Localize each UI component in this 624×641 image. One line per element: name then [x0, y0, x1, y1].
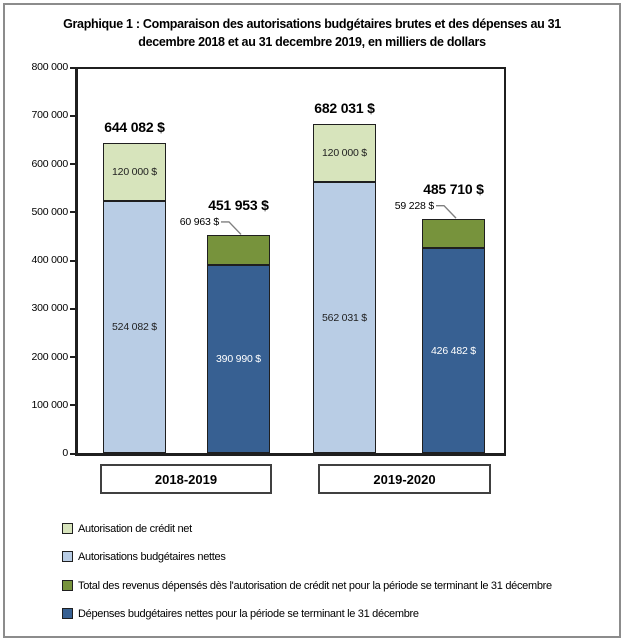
y-axis-tick: [70, 404, 75, 406]
y-axis-label: 300 000: [31, 302, 68, 315]
segment-callout-label: 60 963 $: [179, 215, 219, 228]
y-axis-label: 800 000: [31, 61, 68, 73]
bar-segment: [422, 219, 485, 248]
y-axis-label: 200 000: [31, 350, 68, 363]
bar-total-label: 485 710 $: [423, 181, 484, 198]
legend-label: Dépenses budgétaires nettes pour la période se terminant le 31 décembre: [78, 607, 419, 620]
legend-item: [62, 549, 226, 564]
segment-value-label: 524 082 $: [112, 321, 157, 334]
y-axis-tick: [70, 163, 75, 165]
y-axis-label: 0: [62, 447, 68, 459]
y-axis-tick: [70, 115, 75, 117]
segment-value-label: 426 482 $: [431, 344, 476, 357]
y-axis-tick: [70, 308, 75, 310]
category-label-box: 2019-2020: [318, 464, 491, 494]
legend-label: Total des revenus dépensés dès l'autorisation de crédit net pour la période se terminant le 31 décembre: [78, 579, 552, 592]
y-axis-tick: [70, 356, 75, 358]
y-axis-tick: [70, 67, 75, 69]
bar-total-label: 682 031 $: [314, 100, 375, 117]
legend-swatch-icon: [62, 608, 73, 619]
category-label-box: 2018-2019: [100, 464, 272, 494]
y-axis-label: 400 000: [31, 254, 68, 266]
y-axis-tick: [70, 211, 75, 213]
legend-swatch-icon: [62, 523, 73, 534]
legend-swatch-icon: [62, 580, 73, 591]
segment-value-label: 120 000 $: [112, 165, 157, 178]
chart-title-line2: decembre 2018 et au 31 decembre 2019, en milliers de dollars: [138, 35, 486, 49]
legend-label: Autorisation de crédit net: [78, 522, 192, 535]
y-axis-label: 500 000: [31, 205, 68, 218]
y-axis-tick: [70, 260, 75, 262]
segment-callout-label: 59 228 $: [394, 199, 434, 212]
legend-item: [62, 578, 552, 593]
y-axis-label: 700 000: [31, 109, 68, 122]
bar-total-label: 451 953 $: [208, 197, 269, 214]
bar-segment: [207, 235, 270, 264]
legend-swatch-icon: [62, 551, 73, 562]
segment-value-label: 390 990 $: [216, 353, 261, 366]
legend-item: [62, 606, 419, 621]
y-axis-tick: [70, 453, 75, 455]
chart-title-line1: Graphique 1 : Comparaison des autorisations budgétaires brutes et des dépenses au 31: [63, 17, 561, 31]
legend-item: [62, 521, 192, 536]
segment-value-label: 562 031 $: [322, 311, 367, 324]
segment-value-label: 120 000 $: [322, 147, 367, 160]
bar-total-label: 644 082 $: [104, 118, 165, 135]
chart-title: [40, 15, 584, 51]
y-axis-label: 100 000: [31, 398, 68, 411]
y-axis-label: 600 000: [31, 157, 68, 170]
legend-label: Autorisations budgétaires nettes: [78, 550, 226, 563]
